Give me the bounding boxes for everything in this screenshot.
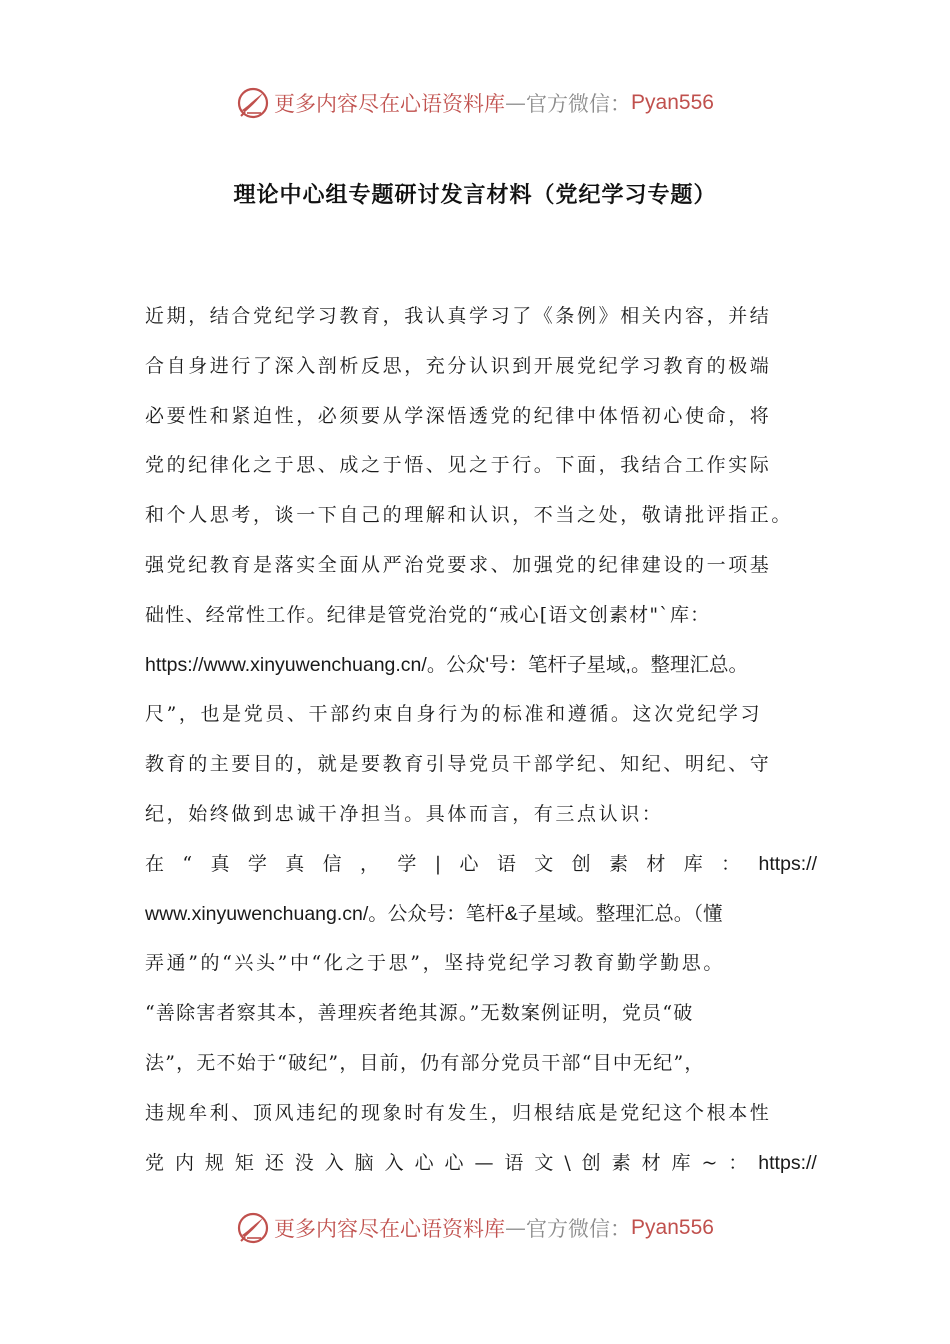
spread-char: 入	[324, 1151, 344, 1174]
spread-char: 在	[145, 852, 165, 875]
spread-char: 心	[444, 1151, 464, 1174]
body-line-1: 近期，结合党纪学习教育，我认真学习了《条例》相关内容，并结	[145, 305, 772, 327]
document-title: 理论中心组专题研讨发言材料（党纪学习专题）	[233, 183, 717, 208]
body-line-8-text: https://www.xinyuwenchuang.cn/。公众'号：笔杆子星域,。整理汇总。	[145, 653, 748, 676]
body-line-9: 尺”，也是党员、干部约束自身行为的标准和遵循。这次党纪学习	[145, 703, 763, 726]
quill-logo-icon	[236, 1211, 270, 1245]
spread-char: ~	[701, 1151, 718, 1174]
spread-char: 材	[641, 1151, 661, 1174]
watermark-separator: —	[505, 1216, 527, 1240]
spread-char: 创	[571, 852, 591, 875]
spread-char: 心	[459, 852, 479, 875]
body-line-13	[145, 890, 817, 940]
document-body	[145, 292, 817, 1188]
body-line-4: 党的纪律化之于思、成之于悟、见之于行。下面，我结合工作实际	[145, 454, 772, 477]
spread-char: 规	[204, 1151, 224, 1174]
spread-char: 素	[608, 852, 628, 875]
spread-char: 入	[384, 1151, 404, 1174]
spread-char: ：	[728, 1151, 748, 1174]
body-line-7: 础性、经常性工作。纪律是管党治党的“戒心[语文创素材"`库：	[145, 603, 711, 626]
spread-char: 创	[581, 1151, 601, 1174]
body-line-2: 合自身进行了深入剖析反思，充分认识到开展党纪学习教育的极端	[145, 354, 772, 377]
body-line-10: 教育的主要目的，就是要教育引导党员干部学纪、知纪、明纪、守	[145, 753, 772, 776]
watermark-wechat-id: Pyan556	[631, 91, 714, 114]
spread-url: https://	[758, 1151, 817, 1174]
watermark-label: 官方微信：	[526, 92, 632, 116]
spread-char: 还	[264, 1151, 284, 1174]
spread-char: —	[474, 1151, 494, 1174]
spread-char: 库	[683, 852, 703, 875]
spread-char: 真	[285, 852, 305, 875]
watermark-wechat-id: Pyan556	[631, 1216, 714, 1239]
spread-char: 库	[671, 1151, 691, 1174]
spread-char: 文	[534, 1151, 554, 1174]
spread-char: “	[182, 852, 193, 875]
spread-char: ，	[359, 852, 379, 875]
watermark-separator: —	[505, 91, 527, 115]
body-line-11: 纪，始终做到忠诚干净担当。具体而言，有三点认识：	[145, 802, 664, 825]
spread-char: |	[434, 852, 442, 875]
spread-url: https://	[758, 852, 817, 875]
spread-char: ：	[721, 852, 741, 875]
body-line-17: 违规牟利、顶风违纪的现象时有发生，归根结底是党纪这个根本性	[145, 1101, 772, 1124]
footer-watermark	[0, 1208, 950, 1248]
body-line-3: 必要性和紧迫性，必须要从学深悟透党的纪律中体悟初心使命，将	[145, 404, 772, 427]
spread-char: 材	[646, 852, 666, 875]
body-line-16: 法”，无不始于“破纪”，目前，仍有部分党员干部“目中无纪”，	[145, 1051, 705, 1074]
header-watermark	[0, 83, 950, 123]
watermark-text: 更多内容尽在心语资料库	[274, 1217, 506, 1241]
spread-char: 素	[611, 1151, 631, 1174]
spread-char: 党	[145, 1151, 165, 1174]
body-line-18	[145, 1139, 817, 1189]
spread-char: 矩	[234, 1151, 254, 1174]
watermark-text: 更多内容尽在心语资料库	[274, 92, 506, 116]
spread-char: 真	[210, 852, 230, 875]
spread-char: 学	[397, 852, 417, 875]
spread-char: 内	[174, 1151, 194, 1174]
spread-char: 语	[496, 852, 516, 875]
body-line-12	[145, 840, 817, 890]
body-line-6: 强党纪教育是落实全面从严治党要求、加强党的纪律建设的一项基	[145, 553, 772, 576]
body-line-15: “善除害者察其本，善理疾者绝其源。”无数案例证明，党员“破	[145, 1002, 694, 1025]
spread-char: 学	[247, 852, 267, 875]
spread-char: 脑	[354, 1151, 374, 1174]
quill-logo-icon	[236, 86, 270, 120]
spread-char: 心	[414, 1151, 434, 1174]
spread-char: 文	[534, 852, 554, 875]
body-line-14: 弄通”的“兴头”中“化之于思”，坚持党纪学习教育勤学勤思。	[145, 952, 725, 975]
spread-char: 语	[504, 1151, 524, 1174]
body-line-8	[145, 641, 817, 691]
spread-char: \	[564, 1151, 571, 1174]
spread-char: 信	[322, 852, 342, 875]
spread-char: 没	[294, 1151, 314, 1174]
body-line-5: 和个人思考，谈一下自己的理解和认识，不当之处，敬请批评指正。	[145, 504, 794, 527]
body-line-13-text: www.xinyuwenchuang.cn/。公众号：笔杆&子星域。整理汇总。（懂	[145, 902, 723, 925]
watermark-label: 官方微信：	[526, 1217, 632, 1241]
